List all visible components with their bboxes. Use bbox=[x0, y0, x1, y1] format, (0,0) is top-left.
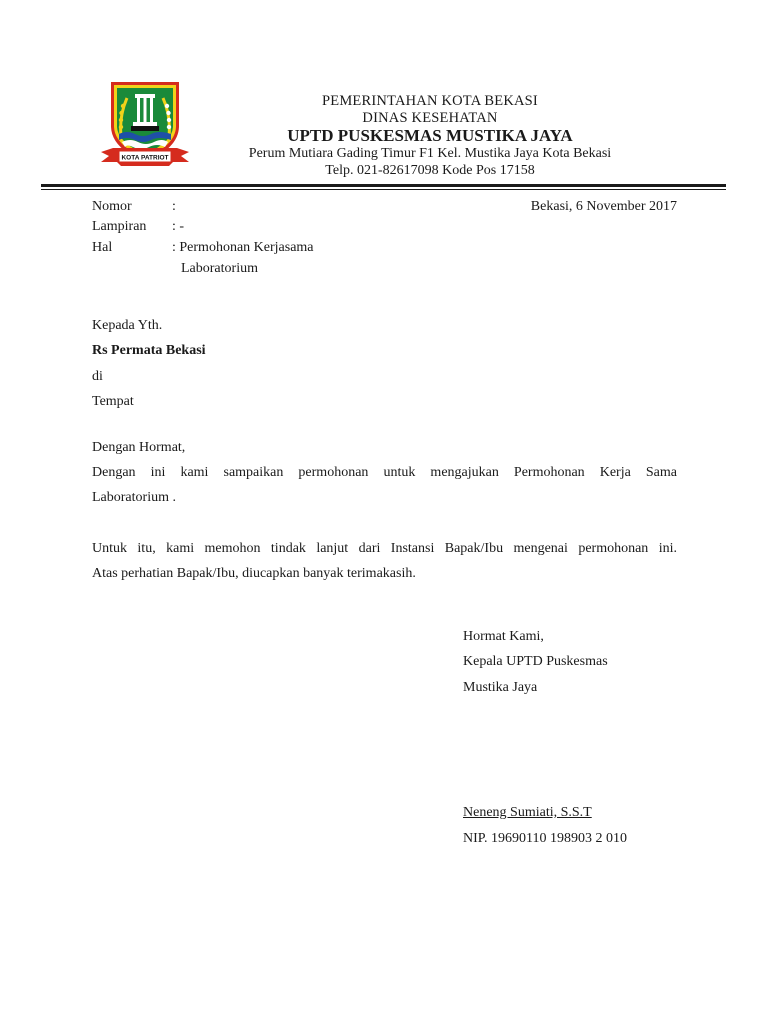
letterhead-government: PEMERINTAHAN KOTA BEKASI bbox=[322, 93, 538, 109]
letterhead-address: Perum Mutiara Gading Timur F1 Kel. Mustika Jaya Kota Bekasi bbox=[248, 146, 612, 161]
greeting: Dengan Hormat, bbox=[92, 440, 186, 455]
letterhead-department: DINAS KESEHATAN bbox=[362, 110, 498, 126]
kota-bekasi-emblem-logo bbox=[97, 76, 193, 170]
recipient-di: di bbox=[92, 369, 103, 384]
recipient-name: Rs Permata Bekasi bbox=[92, 343, 206, 358]
hal-value-continued: Laboratorium bbox=[181, 261, 258, 276]
paragraph-1-line-2: Laboratorium . bbox=[92, 490, 176, 505]
hal-label: Hal bbox=[92, 240, 113, 255]
letterhead-phone: Telp. 021-82617098 Kode Pos 17158 bbox=[325, 163, 535, 178]
signatory-name: Neneng Sumiati, S.S.T bbox=[463, 805, 592, 820]
nomor-value: : bbox=[172, 199, 176, 214]
letterhead-divider-thick bbox=[41, 184, 726, 187]
letterhead-institution: UPTD PUSKESMAS MUSTIKA JAYA bbox=[287, 126, 573, 145]
signatory-title-line-1: Kepala UPTD Puskesmas bbox=[463, 654, 608, 669]
recipient-place: Tempat bbox=[92, 394, 134, 409]
closing: Hormat Kami, bbox=[463, 629, 544, 644]
paragraph-2-line-1: Untuk itu, kami memohon tindak lanjut dari Instansi Bapak/Ibu mengenai permohonan ini. bbox=[92, 541, 677, 556]
place-date: Bekasi, 6 November 2017 bbox=[530, 199, 677, 214]
logo-ribbon-text: KOTA PATRIOT bbox=[121, 154, 169, 162]
lampiran-label: Lampiran bbox=[92, 219, 147, 234]
paragraph-1-line-1: Dengan ini kami sampaikan permohonan untuk mengajukan Permohonan Kerja Sama bbox=[92, 465, 677, 480]
signatory-nip: NIP. 19690110 198903 2 010 bbox=[463, 831, 627, 846]
signatory-title-line-2: Mustika Jaya bbox=[463, 680, 538, 695]
nomor-label: Nomor bbox=[92, 199, 132, 214]
recipient-salutation: Kepada Yth. bbox=[92, 318, 163, 333]
paragraph-2-line-2: Atas perhatian Bapak/Ibu, diucapkan banyak terimakasih. bbox=[92, 566, 416, 581]
lampiran-value: : - bbox=[172, 219, 185, 234]
hal-value: : Permohonan Kerjasama bbox=[172, 240, 314, 255]
letterhead-divider-thin bbox=[41, 189, 726, 190]
